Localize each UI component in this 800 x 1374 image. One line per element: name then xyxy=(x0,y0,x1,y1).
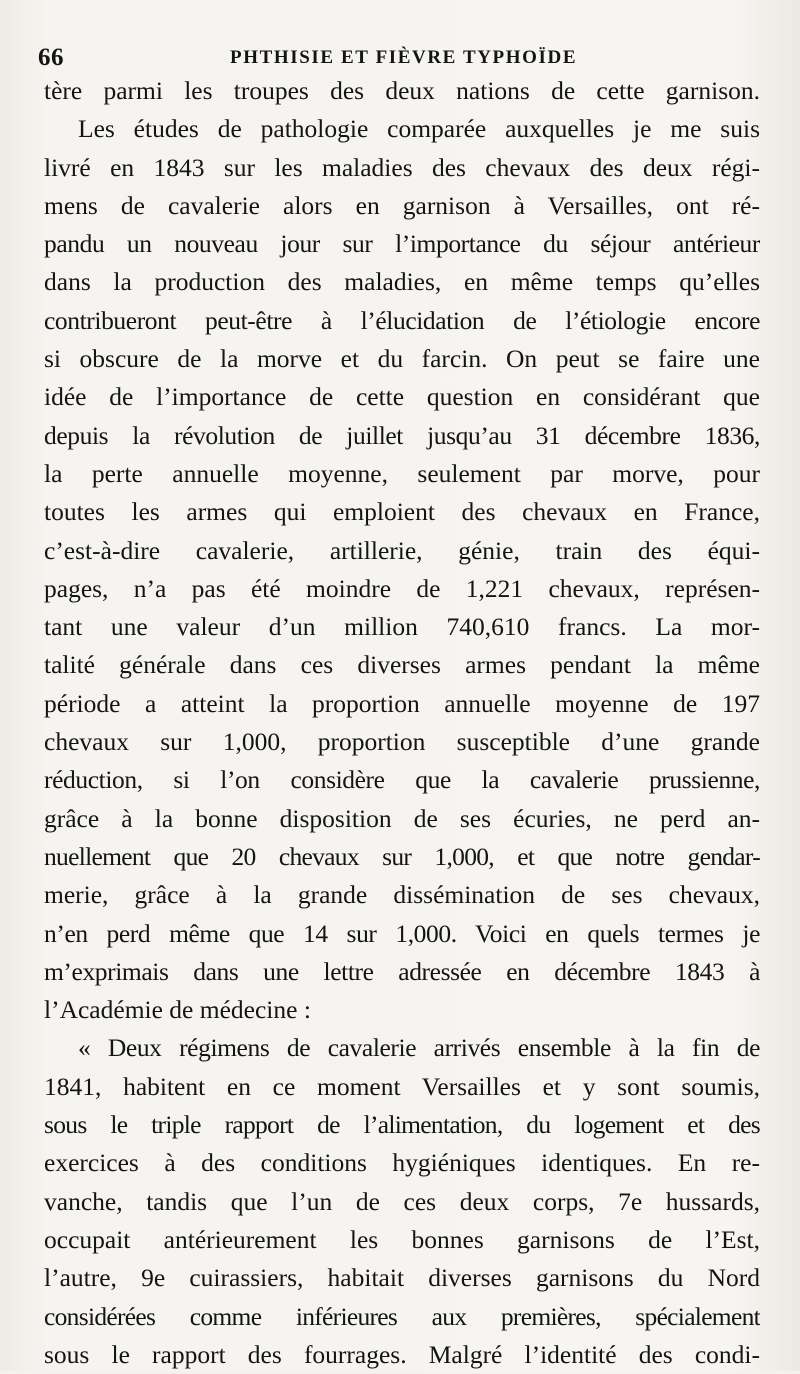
text-line: pandu un nouveau jour sur l’importance du séjour antérieur xyxy=(44,229,760,259)
text-line: tant une valeur d’un million 740,610 francs. La mor- xyxy=(44,612,760,642)
text-line: contribueront peut-être à l’élucidation de l’étiologie encore xyxy=(44,305,760,335)
running-title: PHTHISIE ET FIÈVRE TYPHOÏDE xyxy=(230,47,578,68)
text-line: chevaux sur 1,000, proportion susceptible d’une grande xyxy=(44,727,760,757)
page-header xyxy=(38,42,770,76)
text-line: idée de l’importance de cette question en considérant que xyxy=(44,382,760,412)
text-line: vanche, tandis que l’un de ces deux corps, 7e hussards, xyxy=(44,1186,760,1216)
text-line: sous le triple rapport de l’alimentation, du logement et des xyxy=(44,1110,760,1140)
text-line: considérées comme inférieures aux premières, spécialement xyxy=(44,1301,760,1331)
text-line: depuis la révolution de juillet jusqu’au 31 décembre 1836, xyxy=(44,420,760,450)
text-line: période a atteint la proportion annuelle moyenne de 197 xyxy=(44,688,760,718)
text-line: m’exprimais dans une lettre adressée en décembre 1843 à xyxy=(44,956,760,986)
text-line: occupait antérieurement les bonnes garnisons de l’Est, xyxy=(44,1224,760,1254)
text-line: si obscure de la morve et du farcin. On peut se faire une xyxy=(44,344,760,374)
text-line: livré en 1843 sur les maladies des chevaux des deux régi- xyxy=(44,152,760,182)
text-line: pages, n’a pas été moindre de 1,221 chevaux, représen- xyxy=(44,573,760,603)
text-line: 1841, habitent en ce moment Versailles et y sont soumis, xyxy=(44,1071,760,1101)
text-line: talité générale dans ces diverses armes pendant la même xyxy=(44,650,760,680)
text-line: dans la production des maladies, en même temps qu’elles xyxy=(44,267,760,297)
body-text xyxy=(44,72,760,1374)
text-line: tère parmi les troupes des deux nations de cette garnison. xyxy=(44,76,760,105)
text-line: « Deux régimens de cavalerie arrivés ensemble à la fin de xyxy=(78,1033,760,1063)
text-line: merie, grâce à la grande dissémination de ses chevaux, xyxy=(44,880,760,910)
text-line: n’en perd même que 14 sur 1,000. Voici en quels termes je xyxy=(44,918,760,948)
text-line: exercices à des conditions hygiéniques identiques. En re- xyxy=(44,1148,760,1178)
text-line: nuellement que 20 chevaux sur 1,000, et que notre gendar- xyxy=(44,841,760,871)
text-line: réduction, si l’on considère que la cavalerie prussienne, xyxy=(44,765,760,795)
text-line: la perte annuelle moyenne, seulement par morve, pour xyxy=(44,458,760,488)
page-number: 66 xyxy=(38,44,64,71)
text-line: l’autre, 9e cuirassiers, habitait diverses garnisons du Nord xyxy=(44,1263,760,1293)
text-line: grâce à la bonne disposition de ses écuries, ne perd an- xyxy=(44,803,760,833)
text-line: l’Académie de médecine : xyxy=(44,995,311,1025)
text-line: mens de cavalerie alors en garnison à Versailles, ont ré- xyxy=(44,190,760,220)
text-line: toutes les armes qui emploient des chevaux en France, xyxy=(44,497,760,527)
text-line: sous le rapport des fourrages. Malgré l’identité des condi- xyxy=(44,1339,760,1369)
text-line: c’est-à-dire cavalerie, artillerie, génie, train des équi- xyxy=(44,535,760,565)
text-line: Les études de pathologie comparée auxquelles je me suis xyxy=(78,114,760,144)
